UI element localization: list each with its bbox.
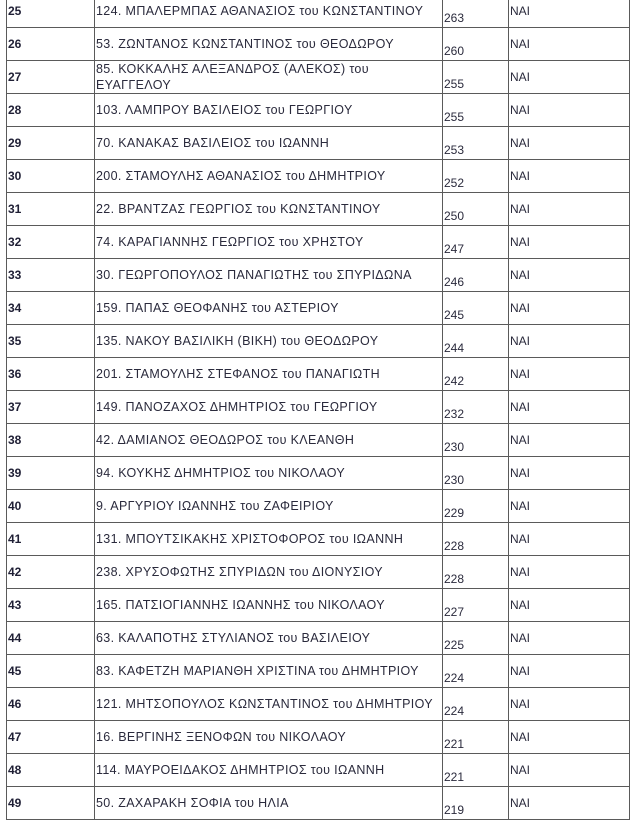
votes-cell: [443, 622, 509, 655]
candidate-name-cell: 53. ΖΩΝΤΑΝΟΣ ΚΩΝΣΤΑΝΤΙΝΟΣ του ΘΕΟΔΩΡΟΥ: [95, 28, 443, 61]
votes-cell: [443, 358, 509, 391]
candidate-name-cell: 131. ΜΠΟΥΤΣΙΚΑΚΗΣ ΧΡΙΣΤΟΦΟΡΟΣ του ΙΩΑΝΝΗ: [95, 523, 443, 556]
votes-value: 245: [444, 308, 465, 322]
rank-cell: 26: [7, 28, 95, 61]
votes-value: 246: [444, 275, 465, 289]
votes-value: 250: [444, 209, 465, 223]
elected-cell: ΝΑΙ: [509, 457, 630, 490]
elected-cell: ΝΑΙ: [509, 754, 630, 787]
rank-cell: 30: [7, 160, 95, 193]
votes-value: 225: [444, 638, 465, 652]
votes-cell: [443, 226, 509, 259]
rank-cell: 34: [7, 292, 95, 325]
rank-cell: 32: [7, 226, 95, 259]
candidate-name-cell: 63. ΚΑΛΑΠΟΤΗΣ ΣΤΥΛΙΑΝΟΣ του ΒΑΣΙΛΕΙΟΥ: [95, 622, 443, 655]
elected-cell: ΝΑΙ: [509, 556, 630, 589]
rank-cell: 35: [7, 325, 95, 358]
table-row: [7, 688, 630, 721]
votes-value: 230: [444, 473, 465, 487]
votes-cell: [443, 721, 509, 754]
rank-cell: 29: [7, 127, 95, 160]
table-row: [7, 61, 630, 94]
votes-value: 224: [444, 704, 465, 718]
elected-cell: ΝΑΙ: [509, 688, 630, 721]
votes-cell: [443, 0, 509, 28]
rank-cell: 43: [7, 589, 95, 622]
table-row: [7, 556, 630, 589]
rank-cell: 33: [7, 259, 95, 292]
votes-cell: [443, 160, 509, 193]
table-row: [7, 457, 630, 490]
table-row: [7, 0, 630, 28]
elected-cell: ΝΑΙ: [509, 490, 630, 523]
votes-cell: [443, 556, 509, 589]
elected-cell: ΝΑΙ: [509, 655, 630, 688]
candidate-name-cell: 85. ΚΟΚΚΑΛΗΣ ΑΛΕΞΑΝΔΡΟΣ (ΑΛΕΚΟΣ) του ΕΥΑΓΓΕΛΟΥ: [95, 61, 443, 94]
rank-cell: 39: [7, 457, 95, 490]
votes-value: 221: [444, 737, 465, 751]
elected-cell: ΝΑΙ: [509, 28, 630, 61]
candidate-name-cell: 165. ΠΑΤΣΙΟΓΙΑΝΝΗΣ ΙΩΑΝΝΗΣ του ΝΙΚΟΛΑΟΥ: [95, 589, 443, 622]
table-row: [7, 160, 630, 193]
elected-cell: ΝΑΙ: [509, 259, 630, 292]
elected-cell: ΝΑΙ: [509, 94, 630, 127]
candidate-name-cell: 30. ΓΕΩΡΓΟΠΟΥΛΟΣ ΠΑΝΑΓΙΩΤΗΣ του ΣΠΥΡΙΔΩΝΑ: [95, 259, 443, 292]
votes-cell: [443, 787, 509, 820]
candidate-name-cell: 200. ΣΤΑΜΟΥΛΗΣ ΑΘΑΝΑΣΙΟΣ του ΔΗΜΗΤΡΙΟΥ: [95, 160, 443, 193]
table-row: [7, 94, 630, 127]
rank-cell: 47: [7, 721, 95, 754]
elected-cell: ΝΑΙ: [509, 721, 630, 754]
votes-cell: [443, 391, 509, 424]
elected-cell: ΝΑΙ: [509, 589, 630, 622]
votes-cell: [443, 589, 509, 622]
rank-cell: 46: [7, 688, 95, 721]
rank-cell: 37: [7, 391, 95, 424]
rank-cell: 38: [7, 424, 95, 457]
table-row: [7, 226, 630, 259]
table-row: [7, 325, 630, 358]
table-row: [7, 358, 630, 391]
candidate-name-cell: 135. ΝΑΚΟΥ ΒΑΣΙΛΙΚΗ (ΒΙΚΗ) του ΘΕΟΔΩΡΟΥ: [95, 325, 443, 358]
table-row: [7, 622, 630, 655]
candidate-name-cell: 94. ΚΟΥΚΗΣ ΔΗΜΗΤΡΙΟΣ του ΝΙΚΟΛΑΟΥ: [95, 457, 443, 490]
votes-cell: [443, 523, 509, 556]
votes-cell: [443, 127, 509, 160]
elected-cell: ΝΑΙ: [509, 424, 630, 457]
votes-cell: [443, 61, 509, 94]
candidate-name-cell: 16. ΒΕΡΓΙΝΗΣ ΞΕΝΟΦΩΝ του ΝΙΚΟΛΑΟΥ: [95, 721, 443, 754]
rank-cell: 25: [7, 0, 95, 28]
table-row: [7, 523, 630, 556]
votes-cell: [443, 655, 509, 688]
votes-value: 219: [444, 803, 465, 817]
results-table-body: [7, 0, 630, 820]
table-row: [7, 127, 630, 160]
candidate-name-cell: 22. ΒΡΑΝΤΖΑΣ ΓΕΩΡΓΙΟΣ του ΚΩΝΣΤΑΝΤΙΝΟΥ: [95, 193, 443, 226]
elected-cell: ΝΑΙ: [509, 358, 630, 391]
rank-cell: 42: [7, 556, 95, 589]
votes-value: 242: [444, 374, 465, 388]
elected-cell: ΝΑΙ: [509, 523, 630, 556]
candidate-name-cell: 114. ΜΑΥΡΟΕΙΔΑΚΟΣ ΔΗΜΗΤΡΙΟΣ του ΙΩΑΝΝΗ: [95, 754, 443, 787]
candidate-name-cell: 201. ΣΤΑΜΟΥΛΗΣ ΣΤΕΦΑΝΟΣ του ΠΑΝΑΓΙΩΤΗ: [95, 358, 443, 391]
votes-cell: [443, 688, 509, 721]
table-row: [7, 655, 630, 688]
votes-value: 260: [444, 44, 465, 58]
rank-cell: 40: [7, 490, 95, 523]
candidate-name-cell: 42. ΔΑΜΙΑΝΟΣ ΘΕΟΔΩΡΟΣ του ΚΛΕΑΝΘΗ: [95, 424, 443, 457]
rank-cell: 49: [7, 787, 95, 820]
elected-cell: ΝΑΙ: [509, 193, 630, 226]
candidate-name-cell: 124. ΜΠΑΛΕΡΜΠΑΣ ΑΘΑΝΑΣΙΟΣ του ΚΩΝΣΤΑΝΤΙΝΟΥ: [95, 0, 443, 28]
votes-value: 253: [444, 143, 465, 157]
votes-value: 255: [444, 110, 465, 124]
elected-cell: ΝΑΙ: [509, 226, 630, 259]
votes-value: 252: [444, 176, 465, 190]
rank-cell: 41: [7, 523, 95, 556]
candidate-name-cell: 238. ΧΡΥΣΟΦΩΤΗΣ ΣΠΥΡΙΔΩΝ του ΔΙΟΝΥΣΙΟΥ: [95, 556, 443, 589]
table-row: [7, 391, 630, 424]
votes-cell: [443, 754, 509, 787]
votes-value: 232: [444, 407, 465, 421]
elected-cell: ΝΑΙ: [509, 127, 630, 160]
votes-cell: [443, 292, 509, 325]
elected-cell: ΝΑΙ: [509, 325, 630, 358]
votes-cell: [443, 325, 509, 358]
table-row: [7, 28, 630, 61]
table-row: [7, 259, 630, 292]
votes-cell: [443, 28, 509, 61]
votes-value: 229: [444, 506, 465, 520]
rank-cell: 45: [7, 655, 95, 688]
votes-value: 255: [444, 77, 465, 91]
elected-cell: ΝΑΙ: [509, 160, 630, 193]
elected-cell: ΝΑΙ: [509, 292, 630, 325]
candidate-name-cell: 103. ΛΑΜΠΡΟΥ ΒΑΣΙΛΕΙΟΣ του ΓΕΩΡΓΙΟΥ: [95, 94, 443, 127]
votes-value: 244: [444, 341, 465, 355]
votes-value: 227: [444, 605, 465, 619]
votes-cell: [443, 94, 509, 127]
candidate-name-cell: 83. ΚΑΦΕΤΖΗ ΜΑΡΙΑΝΘΗ ΧΡΙΣΤΙΝΑ του ΔΗΜΗΤΡΙΟΥ: [95, 655, 443, 688]
candidate-name-cell: 70. ΚΑΝΑΚΑΣ ΒΑΣΙΛΕΙΟΣ του ΙΩΑΝΝΗ: [95, 127, 443, 160]
elected-cell: ΝΑΙ: [509, 787, 630, 820]
candidate-name-cell: 159. ΠΑΠΑΣ ΘΕΟΦΑΝΗΣ του ΑΣΤΕΡΙΟΥ: [95, 292, 443, 325]
rank-cell: 44: [7, 622, 95, 655]
votes-value: 221: [444, 770, 465, 784]
candidate-name-cell: 74. ΚΑΡΑΓΙΑΝΝΗΣ ΓΕΩΡΓΙΟΣ του ΧΡΗΣΤΟΥ: [95, 226, 443, 259]
table-row: [7, 292, 630, 325]
elected-cell: ΝΑΙ: [509, 0, 630, 28]
candidate-name-cell: 149. ΠΑΝΟΖΑΧΟΣ ΔΗΜΗΤΡΙΟΣ του ΓΕΩΡΓΙΟΥ: [95, 391, 443, 424]
votes-cell: [443, 424, 509, 457]
rank-cell: 27: [7, 61, 95, 94]
votes-value: 247: [444, 242, 465, 256]
rank-cell: 36: [7, 358, 95, 391]
elected-cell: ΝΑΙ: [509, 622, 630, 655]
candidate-name-cell: 50. ΖΑΧΑΡΑΚΗ ΣΟΦΙΑ του ΗΛΙΑ: [95, 787, 443, 820]
elected-cell: ΝΑΙ: [509, 61, 630, 94]
votes-cell: [443, 490, 509, 523]
rank-cell: 28: [7, 94, 95, 127]
elected-cell: ΝΑΙ: [509, 391, 630, 424]
results-table: [6, 0, 630, 820]
votes-value: 228: [444, 572, 465, 586]
votes-value: 228: [444, 539, 465, 553]
rank-cell: 48: [7, 754, 95, 787]
table-row: [7, 490, 630, 523]
candidate-name-cell: 121. ΜΗΤΣΟΠΟΥΛΟΣ ΚΩΝΣΤΑΝΤΙΝΟΣ του ΔΗΜΗΤΡΙΟΥ: [95, 688, 443, 721]
votes-cell: [443, 457, 509, 490]
votes-value: 263: [444, 11, 465, 25]
table-row: [7, 589, 630, 622]
candidate-name-cell: 9. ΑΡΓΥΡΙΟΥ ΙΩΑΝΝΗΣ του ΖΑΦΕΙΡΙΟΥ: [95, 490, 443, 523]
table-row: [7, 193, 630, 226]
votes-cell: [443, 259, 509, 292]
table-row: [7, 721, 630, 754]
table-row: [7, 424, 630, 457]
votes-cell: [443, 193, 509, 226]
table-row: [7, 754, 630, 787]
votes-value: 230: [444, 440, 465, 454]
rank-cell: 31: [7, 193, 95, 226]
votes-value: 224: [444, 671, 465, 685]
table-row: [7, 787, 630, 820]
